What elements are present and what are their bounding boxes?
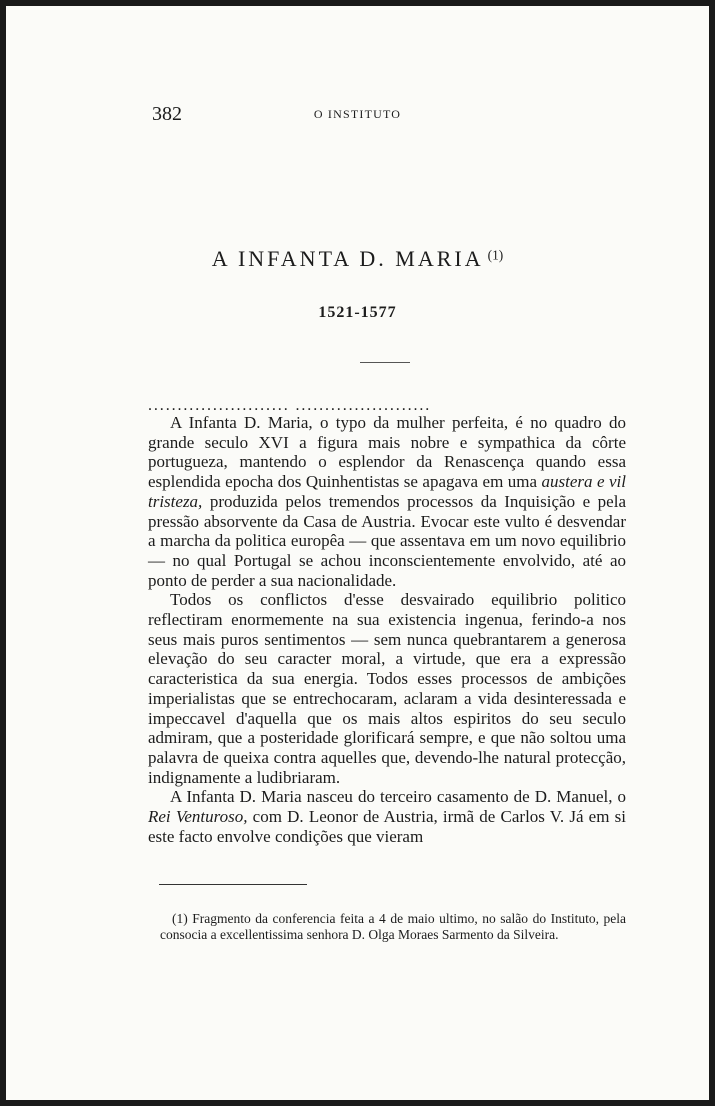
running-title: O INSTITUTO bbox=[313, 107, 402, 121]
article-title-block bbox=[6, 246, 709, 272]
paragraph-2: Todos os conflictos d'esse desvairado equilibrio politico reflectiram enormemente na sua existencia ingenua, ferindo-a nos seus mais puros sentimentos — sem nunca quebrantarem a generosa elevação do seu caracter moral, a virtude, que era a expressão caracteristica da sua energia. Todos esses processos de ambições imperialistas que se entrechocaram, aclaram a vida desinteressada e impeccavel d'aquella que os mais altos espiritos do seu seculo admiram, que a posteridade glorificará sempre, e que não soltou uma palavra de queixa contra aquelles que, devendo-lhe natural protecção, indignamente a ludibriaram. bbox=[148, 590, 626, 787]
omission-dots: ........................ ....................... bbox=[148, 400, 432, 412]
footnote-divider bbox=[159, 884, 307, 885]
paragraph-1: A Infanta D. Maria, o typo da mulher perfeita, é no quadro do grande seculo XVI a figura mais nobre e sympathica da côrte portugueza, mantendo o esplendor da Renascença quando essa esplendida epocha dos Quinhentistas se apagava em uma austera e vil tristeza, produzida pelos tremendos processos da Inquisição e pela pressão absorvente da Casa de Austria. Evocar este vulto é desvendar a marcha da politica europêa — que assentava em um novo equilibrio — no qual Portugal se achou inconscientemente envolvido, até ao ponto de perder a sua nacionalidade. bbox=[148, 413, 626, 590]
article-dates: 1521-1577 bbox=[318, 304, 397, 321]
article-body bbox=[148, 413, 626, 846]
footnote: (1) Fragmento da conferencia feita a 4 de maio ultimo, no salão do Instituto, pela consocia a excellentissima senhora D. Olga Moraes Sarmento da Silveira. bbox=[160, 911, 626, 942]
article-title: A INFANTA D. MARIA bbox=[211, 246, 484, 271]
running-head bbox=[6, 103, 709, 125]
title-divider bbox=[360, 362, 410, 363]
emphasis-phrase: austera e vil tristeza, bbox=[148, 472, 626, 511]
paragraph-3: A Infanta D. Maria nasceu do terceiro casamento de D. Manuel, o Rei Venturoso, com D. Leonor de Austria, irmã de Carlos V. Já em si este facto envolve condições que vieram bbox=[148, 787, 626, 846]
emphasis-phrase: Rei Venturoso, bbox=[148, 807, 248, 827]
book-page bbox=[6, 6, 709, 1100]
footnote-marker: (1) bbox=[487, 247, 504, 263]
page-number: 382 bbox=[152, 103, 182, 125]
